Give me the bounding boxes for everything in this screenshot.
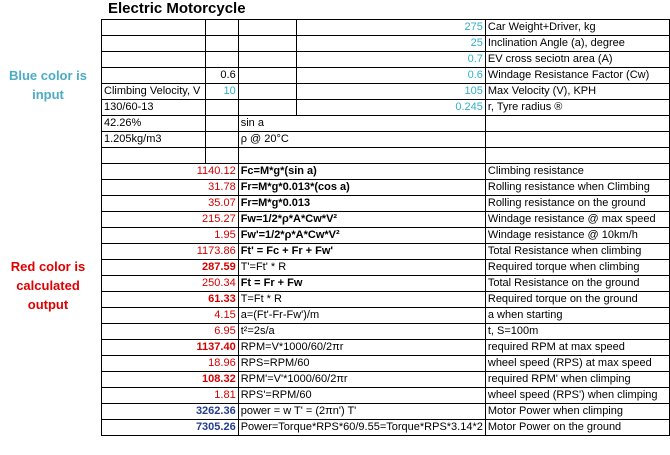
calculation-sheet: [101, 19, 670, 436]
description-cell[interactable]: Rolling resistance on the ground: [485, 196, 669, 212]
formula-cell[interactable]: t²=2s/a: [238, 324, 485, 340]
output-value-cell[interactable]: 6.95: [102, 324, 239, 340]
description-cell[interactable]: t, S=100m: [485, 324, 669, 340]
input-value-cell[interactable]: 25: [296, 36, 485, 52]
output-row: [102, 164, 670, 180]
left-label-cell[interactable]: Climbing Velocity, V: [102, 84, 206, 100]
formula-cell[interactable]: T=Ft * R: [238, 292, 485, 308]
formula-cell[interactable]: RPS=RPM/60: [238, 356, 485, 372]
input-label-cell[interactable]: Windage Resistance Factor (Cw): [485, 68, 669, 84]
input-label-cell[interactable]: Inclination Angle (a), degree: [485, 36, 669, 52]
description-cell[interactable]: required RPM' when climping: [485, 372, 669, 388]
cell[interactable]: [102, 36, 206, 52]
input-row: [102, 52, 670, 68]
input-value-cell[interactable]: 275: [296, 20, 485, 36]
description-cell[interactable]: a when starting: [485, 308, 669, 324]
misc-formula-cell[interactable]: sin a: [238, 116, 485, 132]
input-row: [102, 36, 670, 52]
cell[interactable]: [102, 68, 206, 84]
description-cell[interactable]: Total Resistance when climbing: [485, 244, 669, 260]
output-value-cell[interactable]: 1.95: [102, 228, 239, 244]
cell[interactable]: [238, 20, 296, 36]
description-cell[interactable]: Total Resistance on the ground: [485, 276, 669, 292]
cell[interactable]: [102, 20, 206, 36]
output-value-cell[interactable]: 1.81: [102, 388, 239, 404]
cell[interactable]: [206, 132, 238, 148]
formula-cell[interactable]: RPS'=RPM/60: [238, 388, 485, 404]
cell[interactable]: [206, 52, 238, 68]
output-row: [102, 404, 670, 420]
input-row: [102, 84, 670, 100]
input-legend: Blue color is input: [8, 68, 88, 102]
output-value-cell[interactable]: 215.27: [102, 212, 239, 228]
left-input-value-cell[interactable]: 10: [206, 84, 238, 100]
description-cell[interactable]: wheel speed (RPS) at max speed: [485, 356, 669, 372]
output-row: [102, 388, 670, 404]
formula-cell[interactable]: a=(Ft'-Fr-Fw')/m: [238, 308, 485, 324]
output-row: [102, 420, 670, 436]
formula-cell[interactable]: Ft = Fr + Fw: [238, 276, 485, 292]
formula-cell[interactable]: Power=Torque*RPS*60/9.55=Torque*RPS*3.14*2: [238, 420, 485, 436]
output-row: [102, 228, 670, 244]
output-value-cell[interactable]: 1137.40: [102, 340, 239, 356]
misc-row: [102, 132, 670, 148]
misc-left-cell[interactable]: 42.26%: [102, 116, 206, 132]
cell[interactable]: [238, 52, 296, 68]
input-label-cell[interactable]: r, Tyre radius ®: [485, 100, 669, 116]
output-value-cell[interactable]: 31.78: [102, 180, 239, 196]
output-row: [102, 308, 670, 324]
cell[interactable]: [206, 116, 238, 132]
description-cell[interactable]: Required torque when climbing: [485, 260, 669, 276]
output-value-cell[interactable]: 287.59: [102, 260, 239, 276]
output-row: [102, 372, 670, 388]
blank-row: [102, 148, 670, 164]
output-value-cell[interactable]: 35.07: [102, 196, 239, 212]
input-row: [102, 100, 670, 116]
description-cell[interactable]: Climbing resistance: [485, 164, 669, 180]
input-value-cell[interactable]: 0.245: [296, 100, 485, 116]
formula-cell[interactable]: Fw=1/2*ρ*A*Cw*V²: [238, 212, 485, 228]
output-value-cell[interactable]: 4.15: [102, 308, 239, 324]
cell[interactable]: [102, 148, 206, 164]
formula-cell[interactable]: Fr=M*g*0.013: [238, 196, 485, 212]
output-row: [102, 324, 670, 340]
left-label-cell[interactable]: 130/60-13: [102, 100, 206, 116]
cell[interactable]: [238, 68, 296, 84]
formula-cell[interactable]: Fc=M*g*(sin a): [238, 164, 485, 180]
description-cell[interactable]: Windage resistance @ 10km/h: [485, 228, 669, 244]
output-value-cell[interactable]: 3262.36: [102, 404, 239, 420]
input-value-cell[interactable]: 105: [296, 84, 485, 100]
output-row: [102, 340, 670, 356]
cell[interactable]: [206, 148, 238, 164]
input-value-cell[interactable]: 0.6: [296, 68, 485, 84]
output-value-cell[interactable]: 61.33: [102, 292, 239, 308]
output-row: [102, 356, 670, 372]
misc-row: [102, 116, 670, 132]
formula-cell[interactable]: Fw'=1/2*ρ*A*Cw*V²: [238, 228, 485, 244]
output-value-cell[interactable]: 1140.12: [102, 164, 239, 180]
formula-cell[interactable]: RPM'=V'*1000/60/2πr: [238, 372, 485, 388]
misc-left-cell[interactable]: 1.205kg/m3: [102, 132, 206, 148]
formula-cell[interactable]: Ft' = Fc + Fr + Fw': [238, 244, 485, 260]
formula-cell[interactable]: Fr=M*g*0.013*(cos a): [238, 180, 485, 196]
output-value-cell[interactable]: 7305.26: [102, 420, 239, 436]
sheet-title: Electric Motorcycle: [108, 0, 246, 17]
cell[interactable]: [238, 100, 296, 116]
left-value-cell[interactable]: 0.6: [206, 68, 238, 84]
output-row: [102, 196, 670, 212]
output-row: [102, 180, 670, 196]
description-cell[interactable]: Motor Power when climping: [485, 404, 669, 420]
input-row: [102, 68, 670, 84]
cell[interactable]: [206, 20, 238, 36]
formula-cell[interactable]: power = w T' = (2πn') T': [238, 404, 485, 420]
cell[interactable]: [238, 148, 485, 164]
output-value-cell[interactable]: 18.96: [102, 356, 239, 372]
output-row: [102, 212, 670, 228]
output-row: [102, 244, 670, 260]
output-row: [102, 260, 670, 276]
cell[interactable]: [206, 36, 238, 52]
description-cell[interactable]: Windage resistance @ max speed: [485, 212, 669, 228]
input-label-cell[interactable]: EV cross seciotn area (A): [485, 52, 669, 68]
output-legend: Red color is calculated output: [10, 259, 86, 312]
output-value-cell[interactable]: 108.32: [102, 372, 239, 388]
cell[interactable]: [206, 100, 238, 116]
cell[interactable]: [238, 84, 296, 100]
formula-cell[interactable]: T'=Ft' * R: [238, 260, 485, 276]
cell[interactable]: [102, 52, 206, 68]
description-cell[interactable]: wheel speed (RPS') when climping: [485, 388, 669, 404]
description-cell[interactable]: Motor Power on the ground: [485, 420, 669, 436]
description-cell[interactable]: Required torque on the ground: [485, 292, 669, 308]
output-row: [102, 292, 670, 308]
cell[interactable]: [238, 36, 296, 52]
output-value-cell[interactable]: 250.34: [102, 276, 239, 292]
input-label-cell[interactable]: Car Weight+Driver, kg: [485, 20, 669, 36]
cell[interactable]: [485, 148, 669, 164]
formula-cell[interactable]: RPM=V*1000/60/2πr: [238, 340, 485, 356]
input-row: [102, 20, 670, 36]
input-label-cell[interactable]: Max Velocity (V), KPH: [485, 84, 669, 100]
output-value-cell[interactable]: 1173.86: [102, 244, 239, 260]
description-cell[interactable]: required RPM at max speed: [485, 340, 669, 356]
cell[interactable]: [485, 132, 669, 148]
description-cell[interactable]: Rolling resistance when Climbing: [485, 180, 669, 196]
input-value-cell[interactable]: 0.7: [296, 52, 485, 68]
cell[interactable]: [485, 116, 669, 132]
output-row: [102, 276, 670, 292]
misc-formula-cell[interactable]: ρ @ 20°C: [238, 132, 485, 148]
